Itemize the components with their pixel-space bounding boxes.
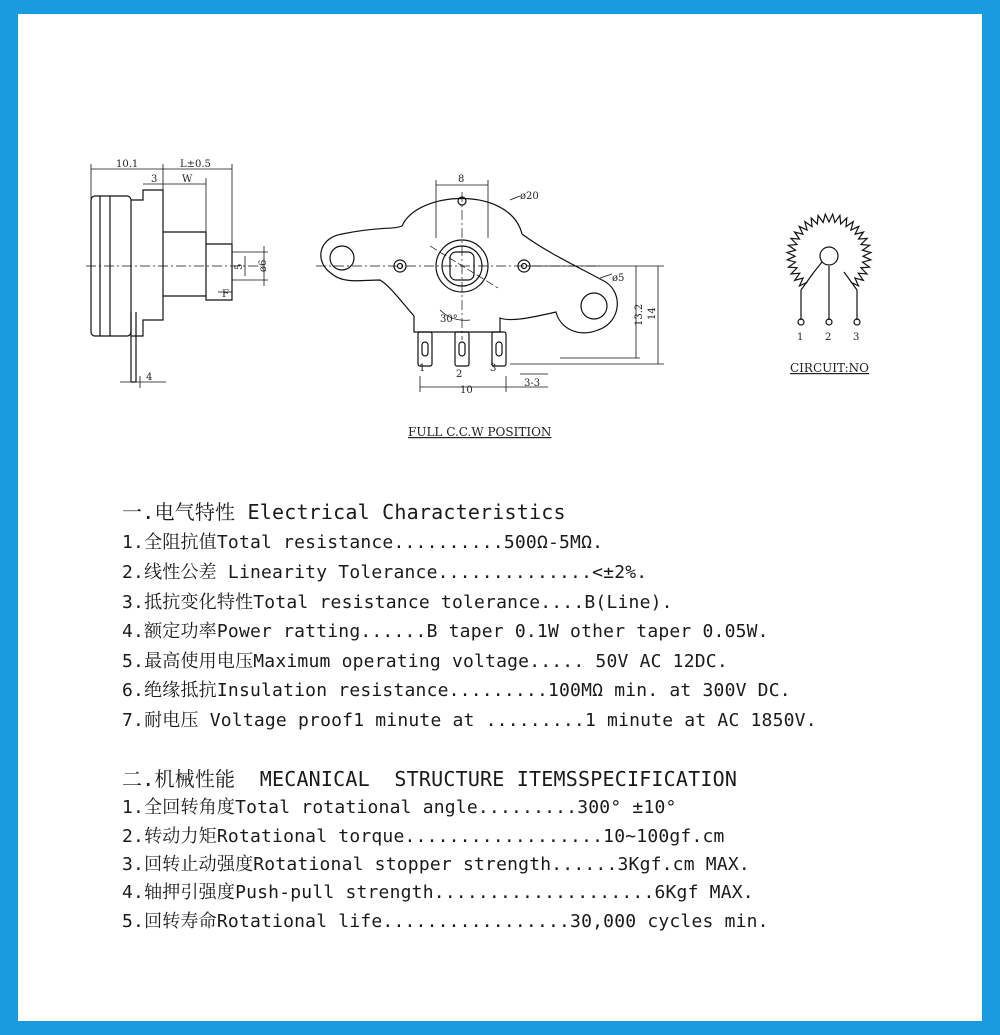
dim-w: W [182,174,193,185]
dim-3-3: 3-3 [524,378,541,389]
mechanical-item-3: 3.回转止动强度Rotational stopper strength......3Kgf.cm MAX. [122,854,750,875]
electrical-heading: 一.电气特性 Electrical Characteristics [122,500,566,524]
dim-diameter-20: ø20 [520,191,539,202]
mechanical-item-4: 4.轴押引强度Push-pull strength....................6Kgf MAX. [122,882,754,903]
circuit-caption: CIRCUIT:NO [790,361,869,375]
electrical-item-3: 3.抵抗变化特性Total resistance tolerance....B(Line). [122,592,673,613]
electrical-item-6: 6.绝缘抵抗Insulation resistance.........100MΩ min. at 300V DC. [122,680,791,701]
front-view-drawing [316,180,664,392]
full-ccw-caption: FULL C.C.W POSITION [408,425,552,439]
dim-f: F [222,289,229,300]
electrical-item-7: 7.耐电压 Voltage proof1 minute at .........1 minute at AC 1850V. [122,710,817,731]
dim-13-2: 13.2 [634,303,645,326]
mechanical-item-5: 5.回转寿命Rotational life.................30,000 cycles min. [122,911,769,932]
circuit-pin-2: 2 [825,332,832,343]
electrical-item-2: 2.线性公差 Linearity Tolerance..............<±2%. [122,562,648,583]
dim-ten: 10 [460,385,473,396]
dim-body-width: 10.1 [116,159,139,170]
pin-label-2: 2 [456,369,463,380]
dim-diameter-5: ø5 [612,273,625,284]
dim-five: 5 [234,263,245,270]
circuit-pin-3: 3 [853,332,860,343]
pin-label-1: 1 [419,363,426,374]
circuit-symbol [787,214,871,325]
side-view-drawing [86,164,268,388]
circuit-pin-1: 1 [797,332,804,343]
dim-shaft-diameter: ø6 [258,259,269,272]
dim-eight: 8 [458,174,465,185]
dim-three: 3 [151,174,158,185]
pin-label-3: 3 [490,363,497,374]
electrical-item-1: 1.全阻抗值Total resistance..........500Ω-5MΩ. [122,532,604,553]
electrical-item-4: 4.额定功率Power ratting......B taper 0.1W other taper 0.05W. [122,621,769,642]
mechanical-item-2: 2.转动力矩Rotational torque..................10~100gf.cm [122,826,725,847]
mechanical-heading: 二.机械性能 MECANICAL STRUCTURE ITEMSSPECIFICATION [122,767,738,791]
dim-angle-30: 30° [440,314,458,325]
mechanical-item-1: 1.全回转角度Total rotational angle.........300° ±10° [122,797,677,818]
dim-shaft-length: L±0.5 [180,159,211,170]
dim-fourteen: 14 [647,307,658,320]
dim-four: 4 [146,372,153,383]
electrical-item-5: 5.最高使用电压Maximum operating voltage..... 50V AC 12DC. [122,651,728,672]
